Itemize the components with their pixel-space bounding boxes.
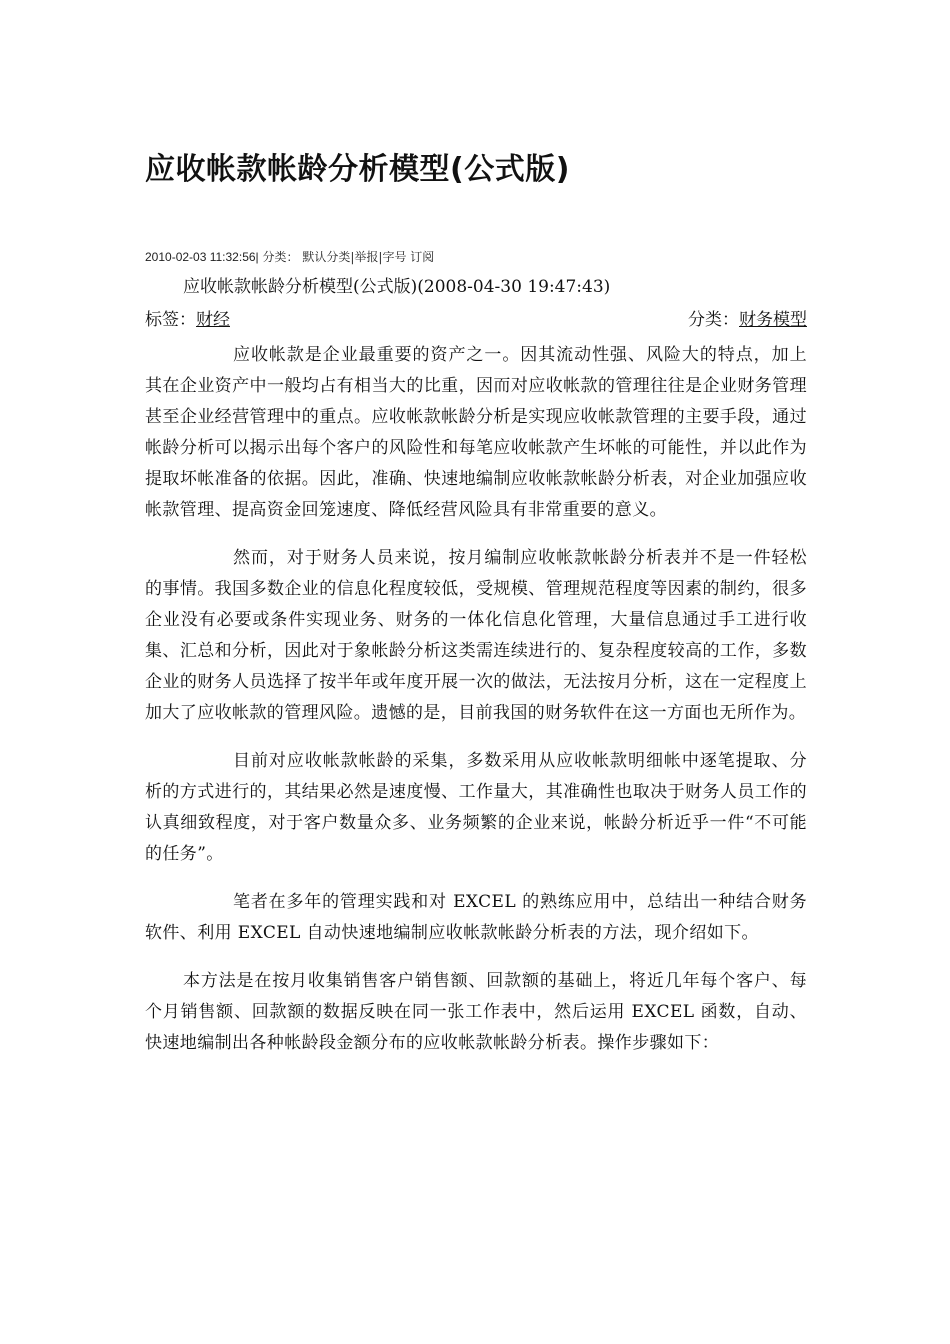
article-body: [145, 340, 807, 1076]
tags-group: [145, 307, 230, 333]
post-timestamp: 2010-02-03 11:32:56|: [145, 250, 259, 264]
category-group: [688, 307, 807, 333]
paragraph: 笔者在多年的管理实践和对 EXCEL 的熟练应用中，总结出一种结合财务软件、利用 EXCEL 自动快速地编制应收帐款帐龄分析表的方法，现介绍如下。: [145, 892, 807, 943]
article-subtitle: 应收帐款帐龄分析模型(公式版)(2008-04-30 19:47:43): [183, 277, 611, 297]
post-meta: [145, 248, 805, 266]
category-link[interactable]: 财务模型: [739, 310, 807, 330]
meta-separator: |: [378, 250, 383, 264]
font-size-link[interactable]: 字号: [382, 250, 407, 264]
paragraph: 目前对应收帐款帐龄的采集，多数采用从应收帐款明细帐中逐笔提取、分析的方式进行的，其结果必然是速度慢、工作量大，其准确性也取决于财务人员工作的认真细致程度，对于客户数量众多、业务频繁的企业来说，帐龄分析近乎一件“不可能的任务”。: [145, 751, 807, 864]
tag-line: [145, 307, 807, 333]
page-title: 应收帐款帐龄分析模型(公式版): [145, 152, 570, 187]
tag-link[interactable]: 财经: [196, 310, 230, 330]
meta-category-link[interactable]: 默认分类: [302, 250, 351, 264]
report-link[interactable]: 举报: [354, 250, 379, 264]
paragraph: 应收帐款是企业最重要的资产之一。因其流动性强、风险大的特点，加上其在企业资产中一般均占有相当大的比重，因而对应收帐款的管理往往是企业财务管理甚至企业经营管理中的重点。应收帐款帐龄分析是实现应收帐款管理的主要手段，通过帐龄分析可以揭示出每个客户的风险性和每笔应收帐款产生坏帐的可能性，并以此作为提取坏帐准备的依据。因此，准确、快速地编制应收帐款帐龄分析表，对企业加强应收帐款管理、提高资金回笼速度、降低经营风险具有非常重要的意义。: [145, 345, 807, 520]
meta-category-label: 分类：: [262, 250, 299, 264]
category-label: 分类：: [688, 310, 739, 330]
paragraph: 然而，对于财务人员来说，按月编制应收帐款帐龄分析表并不是一件轻松的事情。我国多数企业的信息化程度较低，受规模、管理规范程度等因素的制约，很多企业没有必要或条件实现业务、财务的一体化信息化管理，大量信息通过手工进行收集、汇总和分析，因此对于象帐龄分析这类需连续进行的、复杂程度较高的工作，多数企业的财务人员选择了按半年或年度开展一次的做法，无法按月分析，这在一定程度上加大了应收帐款的管理风险。遗憾的是，目前我国的财务软件在这一方面也无所作为。: [145, 548, 807, 723]
paragraph: 本方法是在按月收集销售客户销售额、回款额的基础上，将近几年每个客户、每个月销售额、回款额的数据反映在同一张工作表中，然后运用 EXCEL 函数，自动、快速地编制出各种帐龄段金额分布的应收帐款帐龄分析表。操作步骤如下：: [145, 971, 807, 1053]
subscribe-link[interactable]: 订阅: [410, 250, 435, 264]
meta-separator: |: [350, 250, 355, 264]
tags-label: 标签：: [145, 310, 196, 330]
